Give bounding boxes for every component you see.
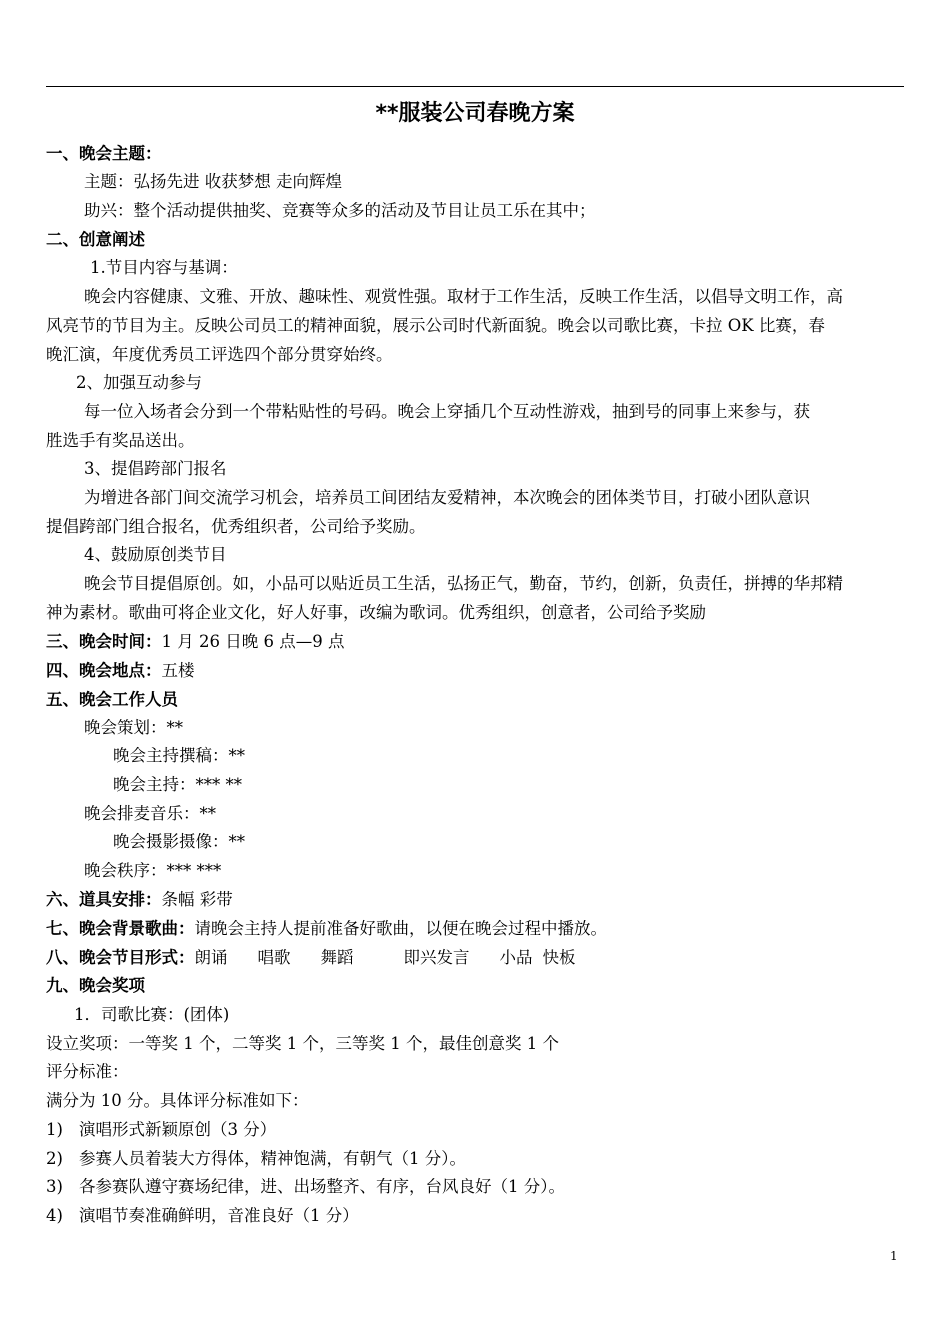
section-3-heading: 三、晚会时间： xyxy=(46,632,162,651)
p2-line-2: 胜选手有奖品送出。 xyxy=(46,431,195,450)
event-location: 五楼 xyxy=(161,661,195,680)
staff-photo: 晚会摄影摄像：** xyxy=(113,832,245,851)
staff-host: 晚会主持：*** ** xyxy=(113,775,242,794)
bg-music-value: 请晚会主持人提前准备好歌曲，以便在晚会过程中播放。 xyxy=(194,919,607,938)
header-rule xyxy=(46,86,904,87)
criteria-text: 参赛人员着装大方得体，精神饱满，有朝气（1 分）。 xyxy=(79,1149,466,1168)
p1-line-2: 风亮节的节目为主。反映公司员工的精神面貌，展示公司时代新面貌。晚会以司歌比赛，卡拉 OK 比赛，春 xyxy=(46,316,825,335)
section-9-heading: 九、晚会奖项 xyxy=(46,976,145,995)
criteria-item xyxy=(46,1145,466,1173)
section-3 xyxy=(46,628,344,656)
p1-line-1: 晚会内容健康、文雅、开放、趣味性、观赏性强。取材于工作生活，反映工作生活，以倡导文明工作，高 xyxy=(84,287,843,306)
p4-title: 4、鼓励原创类节目 xyxy=(84,545,227,564)
theme-line: 主题：弘扬先进 收获梦想 走向辉煌 xyxy=(84,172,342,191)
criteria-num: 1) xyxy=(46,1120,63,1139)
staff-host-writer: 晚会主持撰稿：** xyxy=(113,746,245,765)
props-value: 条幅 彩带 xyxy=(161,890,233,909)
form-kuaiban: 快板 xyxy=(542,948,576,967)
criteria-item xyxy=(46,1116,277,1144)
section-5-heading: 五、晚会工作人员 xyxy=(46,690,178,709)
full-score-line: 满分为 10 分。具体评分标准如下： xyxy=(46,1091,309,1110)
section-6-heading: 六、道具安排： xyxy=(46,890,162,909)
support-line: 助兴：整个活动提供抽奖、竞赛等众多的活动及节目让员工乐在其中； xyxy=(84,201,596,220)
section-7 xyxy=(46,915,607,943)
form-singing: 唱歌 xyxy=(257,948,291,967)
form-skit: 小品 xyxy=(499,948,533,967)
section-2-heading: 二、创意阐述 xyxy=(46,230,145,249)
form-recital: 朗诵 xyxy=(194,948,228,967)
section-4-heading: 四、晚会地点： xyxy=(46,661,162,680)
form-speech: 即兴发言 xyxy=(403,948,470,967)
staff-planner: 晚会策划：** xyxy=(84,718,183,737)
criteria-text: 各参赛队遵守赛场纪律，进、出场整齐、有序，台风良好（1 分）。 xyxy=(79,1177,565,1196)
p1-title: 1.节目内容与基调： xyxy=(90,258,238,277)
p3-line-1: 为增进各部门间交流学习机会，培养员工间团结友爱精神，本次晚会的团体类节目，打破小团队意识 xyxy=(84,488,810,507)
section-1-heading: 一、晚会主题： xyxy=(46,144,162,163)
section-4 xyxy=(46,657,195,685)
section-8 xyxy=(46,944,576,972)
criteria-num: 4) xyxy=(46,1206,63,1225)
criteria-num: 2) xyxy=(46,1149,63,1168)
page-number: 1 xyxy=(890,1249,898,1263)
criteria-text: 演唱节奏准确鲜明，音准良好（1 分） xyxy=(79,1206,359,1225)
section-6 xyxy=(46,886,233,914)
p2-line-1: 每一位入场者会分到一个带粘贴性的号码。晚会上穿插几个互动性游戏，抽到号的同事上来参与，获 xyxy=(84,402,810,421)
awards-line: 设立奖项：一等奖 1 个，二等奖 1 个，三等奖 1 个，最佳创意奖 1 个 xyxy=(46,1034,559,1053)
event-time: 1 月 26 日晚 6 点—9 点 xyxy=(161,632,345,651)
p3-title: 3、提倡跨部门报名 xyxy=(84,459,227,478)
p2-title: 2、加强互动参与 xyxy=(76,373,202,392)
p3-line-2: 提倡跨部门组合报名，优秀组织者，公司给予奖励。 xyxy=(46,517,426,536)
staff-music: 晚会排麦音乐：** xyxy=(84,804,216,823)
award-sub-1: 1．司歌比赛：(团体) xyxy=(74,1005,230,1024)
criteria-num: 3) xyxy=(46,1177,63,1196)
p4-line-2: 神为素材。歌曲可将企业文化，好人好事，改编为歌词。优秀组织，创意者，公司给予奖励 xyxy=(46,603,706,622)
p4-line-1: 晚会节目提倡原创。如，小品可以贴近员工生活，弘扬正气，勤奋，节约，创新，负责任，拼搏的华邦精 xyxy=(84,574,843,593)
criteria-item xyxy=(46,1173,565,1201)
section-7-heading: 七、晚会背景歌曲： xyxy=(46,919,195,938)
criteria-text: 演唱形式新颖原创（3 分） xyxy=(79,1120,277,1139)
section-8-heading: 八、晚会节目形式： xyxy=(46,948,195,967)
form-dance: 舞蹈 xyxy=(320,948,354,967)
p1-line-3: 晚汇演，年度优秀员工评选四个部分贯穿始终。 xyxy=(46,345,393,364)
staff-order: 晚会秩序：*** *** xyxy=(84,861,222,880)
criteria-item xyxy=(46,1202,359,1230)
criteria-label: 评分标准： xyxy=(46,1062,129,1081)
document-title: **服装公司春晚方案 xyxy=(375,101,575,126)
